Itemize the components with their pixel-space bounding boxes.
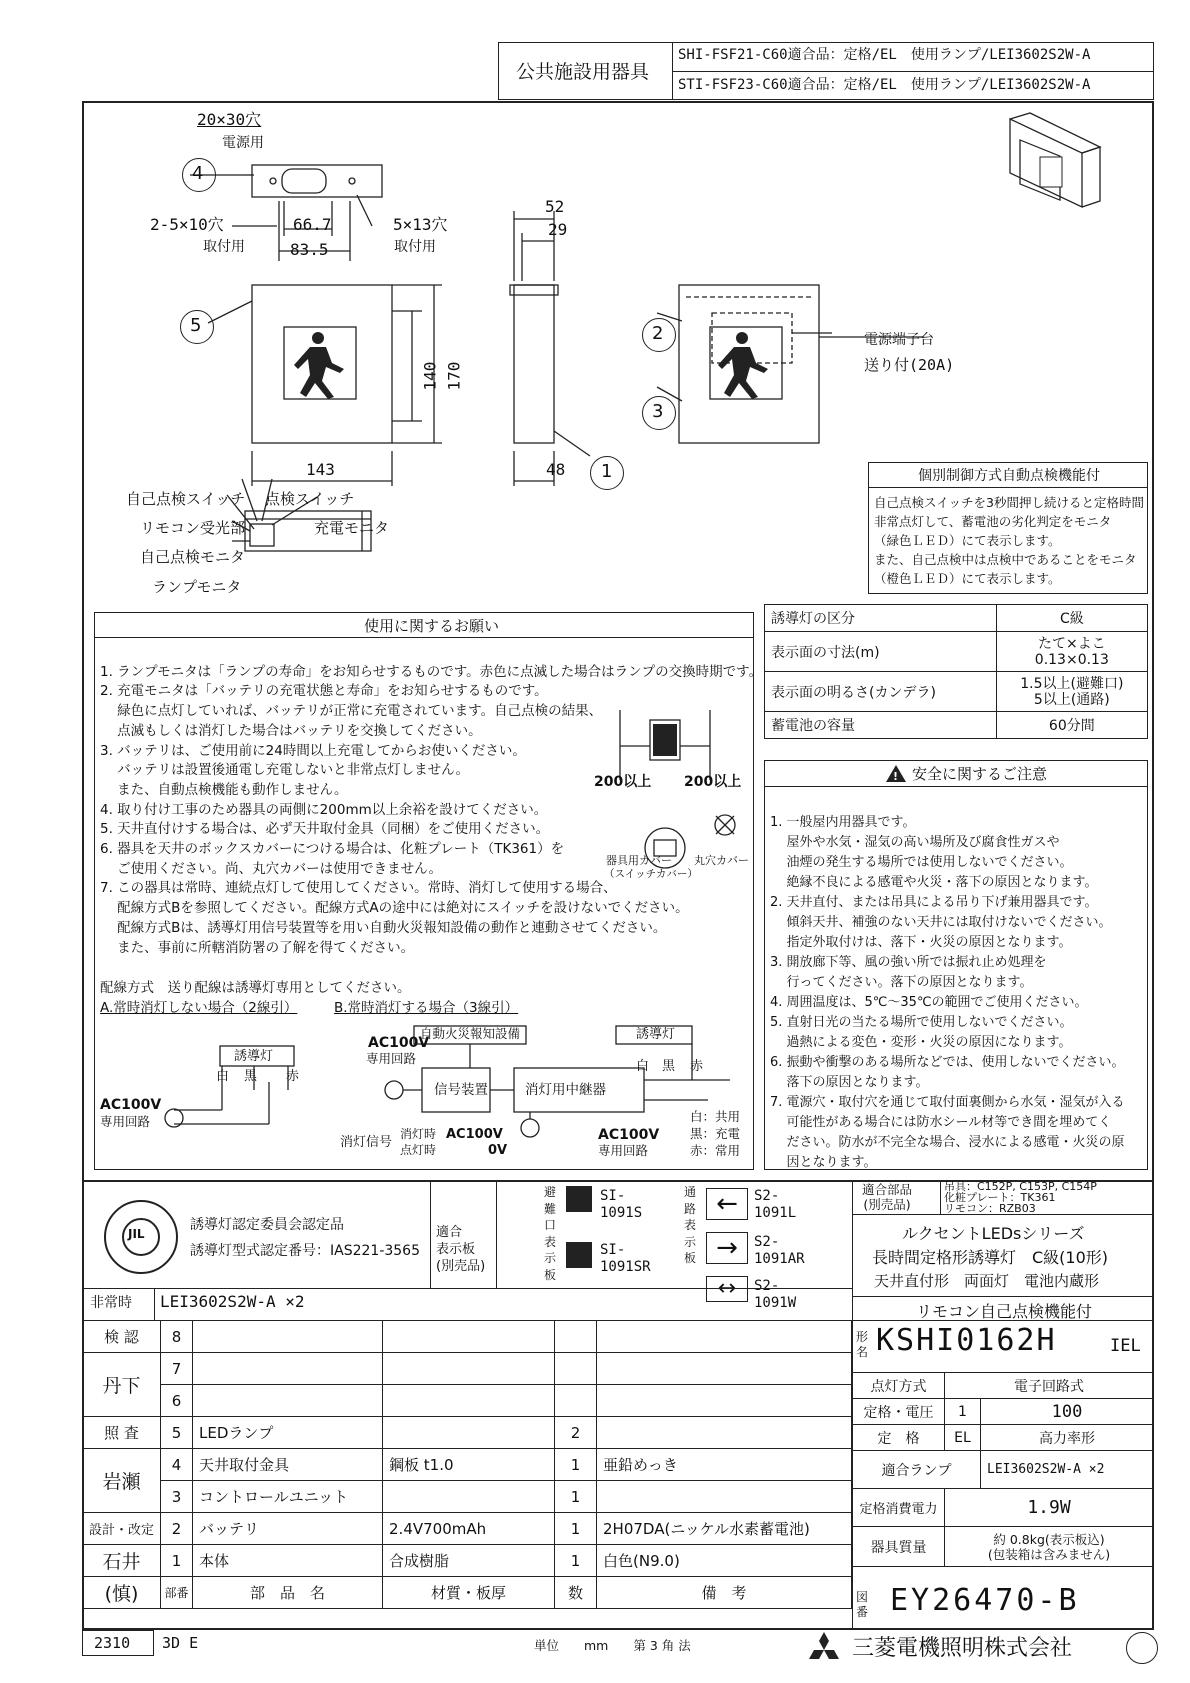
model-line-2: STI-FSF23-C60適合品：定格/EL 使用ランプ/LEI3602S2W-A	[678, 77, 1091, 93]
panel-si-1091sr: SI- 1091SR	[600, 1242, 651, 1275]
class-table: 誘導灯の区分 C級 表示面の寸法(m) たて×よこ 0.13×0.13 表示面の明るさ(カンデラ) 1.5以上(避難口) 5以上(通路) 蓄電池の容量 60分間	[764, 604, 1148, 739]
emergency-label: 非常時	[90, 1295, 132, 1311]
warning-exclaim: !	[893, 770, 899, 783]
footer-cad: 3D E	[162, 1634, 199, 1652]
table-row: 6	[83, 1385, 852, 1417]
dim-mount-2: 取付用	[394, 239, 436, 255]
arrow-left-icon: ←	[706, 1188, 748, 1220]
wiring-a-ac: AC100V	[100, 1097, 162, 1113]
table-row: 設計・改定 2 バッテリ 2.4V700mAh 1 2H07DA(ニッケル水素蓄電池)	[83, 1513, 852, 1545]
wiring-v100: AC100V	[446, 1127, 503, 1142]
label-check-switch: 点検スイッチ	[265, 490, 355, 508]
spec-table: 点灯方式 電子回路式 定格・電圧 1 100 定 格 EL 高力率形 適合ランプ LEI3602S2W-A ×2 定格消費電力 1.9W 器具質量 約 0.8kg(表示板込) (包装箱は含みません)	[852, 1372, 1154, 1567]
company-circle-icon	[1126, 1632, 1158, 1664]
label-remote-receiver: リモコン受光部	[140, 519, 246, 537]
wiring-b-ac: AC100V	[368, 1035, 430, 1051]
product-series: ルクセントLEDsシリーズ	[902, 1224, 1085, 1243]
callout-2: 2	[652, 323, 664, 344]
drawing-label: 図 番	[856, 1590, 869, 1619]
label-self-check-monitor: 自己点検モニタ	[140, 548, 246, 566]
model-number: KSHI0162H	[876, 1323, 1057, 1358]
safety-title: 安全に関するご注意	[912, 765, 1048, 783]
product-desc-1: 長時間定格形誘導灯 C級(10形)	[872, 1248, 1109, 1267]
table-row: 照 査 5 LEDランプ 2	[83, 1417, 852, 1449]
dim-hole-5x13: 5×13穴	[393, 215, 448, 234]
panel-si-1091s: SI- 1091S	[600, 1188, 643, 1221]
product-desc-2: 天井直付形 両面灯 電池内蔵形	[874, 1272, 1100, 1290]
dim-143: 143	[306, 460, 335, 479]
wiring-fire: 自動火災報知設備	[420, 1026, 521, 1041]
wiring-relay-dedicated: 専用回路	[598, 1143, 649, 1158]
usage-title: 使用に関するお願い	[364, 617, 500, 635]
model-line-1: SHI-FSF21-C60適合品：定格/EL 使用ランプ/LEI3602S2W-A	[678, 47, 1091, 63]
panel-label: 適合 表示板 (別売品)	[436, 1225, 486, 1274]
wiring-b-black: 黒	[662, 1059, 676, 1074]
exit-sign-icon-2	[566, 1242, 592, 1268]
arrow-right-icon: →	[706, 1232, 748, 1264]
callout-1: 1	[601, 461, 613, 482]
parts-lines: 吊具：C152P, C153P, C154P 化粧プレート：TK361 リモコン：RZB03	[944, 1180, 1097, 1215]
model-label: 形 名	[856, 1330, 869, 1359]
panel-s2-1091w: S2- 1091W	[754, 1278, 797, 1311]
route-col: 通 路 表 示 板	[684, 1185, 697, 1265]
terminal-label: 電源端子台	[864, 332, 934, 348]
dim-power: 電源用	[222, 135, 264, 151]
callout-5: 5	[190, 315, 202, 336]
dim-170: 170	[444, 361, 464, 391]
wiring-legend: 白：共用 黒：充電 赤：常用	[690, 1109, 741, 1158]
dim-48: 48	[546, 460, 566, 479]
cover-b-label: 丸穴カバー	[694, 854, 749, 867]
panel-s2-1091l: S2- 1091L	[754, 1188, 797, 1221]
feature-text: 自己点検スイッチを3秒間押し続けると定格時間 非常点灯して、蓄電池の劣化判定をモニタ （緑色ＬＥＤ）にて表示します。 また、自己点検中は点検中であることをモニタ （橙色ＬＥＤ）にて表示します。	[874, 495, 1144, 586]
wiring-b-lamp: 誘導灯	[636, 1027, 676, 1042]
cert-line-2: 誘導灯型式認定番号：IAS221-3565	[190, 1243, 420, 1259]
parts-title: 適合部品 (別売品)	[862, 1182, 913, 1212]
wiring-a-lamp: 誘導灯	[234, 1049, 274, 1064]
wiring-relay-ac: AC100V	[598, 1127, 660, 1143]
footer-code: 2310	[94, 1634, 131, 1652]
footer-unit: 単位 mm 第 3 角 法	[534, 1638, 691, 1653]
clearance-right: 200以上	[684, 774, 742, 790]
category-label: 公共施設用器具	[516, 61, 650, 83]
mitsubishi-logo-icon	[804, 1632, 844, 1668]
dim-66-7: 66.7	[293, 215, 332, 234]
wiring-relay: 消灯用中継器	[525, 1082, 606, 1098]
wiring-a-red: 赤	[286, 1069, 300, 1084]
evac-col: 避 難 口 表 示 板	[544, 1185, 557, 1282]
wiring-v0: 0V	[488, 1143, 508, 1158]
feature-title: 個別制御方式自動点検機能付	[918, 468, 1100, 484]
panel-s2-1091ar: S2- 1091AR	[754, 1234, 805, 1267]
safety-text: 1. 一般屋内用器具です。 屋外や水気・湿気の高い場所及び腐食性ガスや 油煙の発生する場所では使用しないでください。 絶縁不良による感電や火災・落下の原因となります。 2. 天井直付、または吊具による吊り下げ兼用器具です。 傾斜天井、補強のない天井には取付けないでください。 指定外取付けは、落下・火災の原因となります。 3. 開放廊下等、風の強い所では振れ止め処理を 行ってください。落下の原因となります。 4. 周囲温度は、5℃～35℃の範囲でご使用ください。 5. 直射日光の当たる場所で使用しないでください。 過熱による変色・変形・火災の原因になります。 6. 振動や衝撃のある場所などでは、使用しないでください。 落下の原因となります。 7. 電源穴・取付穴を通じて取付面裏側から水気・湿気が入る 可能性がある場合には防水シール材等でき間を埋めてく ださい。防水が不完全な場合、浸水による感電・火災の原 因となります。	[770, 815, 1125, 1170]
dim-29: 29	[548, 220, 568, 239]
company-name: 三菱電機照明株式会社	[852, 1636, 1073, 1661]
usage-text: 1. ランプモニタは「ランプの寿命」をお知らせするものです。赤色に点滅した場合はランプの交換時期です。 2. 充電モニタは「バッテリの充電状態と寿命」をお知らせするものです。 緑色に点灯していれば、バッテリが正常に充電されています。自己点検の結果、 点滅もしくは消灯した場合はバッテリを交換してください。 3. バッテリは、ご使用前に24時間以上充電してからお使いください。 バッテリは設置後通電し充電しないと非常点灯しません。 また、自動点検機能も動作しません。 4. 取り付け工事のため器具の両側に200mm以上余裕を設けてください。 5. 天井直付けする場合は、必ず天井取付金具（同梱）をご使用ください。 6. 器具を天井のボックスカバーにつける場合は、化粧プレート（TK361）を ご使用ください。尚、丸穴カバーは使用できません。 7. この器具は常時、連続点灯して使用してください。常時、消灯して使用する場合、 配線方式Bを参照してください。配線方式Aの途中には絶対にスイッチを設けないでください。 配線方式Bは、誘導灯用信号装置等を用い自動火災報知設備の動作と連動させてください。 また、事前に所轄消防署の了解を得てください。	[100, 663, 763, 956]
wiring-off-on: 消灯時	[400, 1127, 437, 1141]
table-row: 丹下 7	[83, 1353, 852, 1385]
dim-140: 140	[420, 361, 440, 391]
label-self-check-switch: 自己点検スイッチ	[126, 490, 246, 508]
wiring-b-white: 白	[636, 1059, 650, 1074]
label-lamp-monitor: ランプモニタ	[152, 578, 242, 596]
cover-a2-label: （スイッチカバー）	[604, 868, 698, 880]
dim-hole-20x30: 20×30穴	[197, 110, 262, 129]
table-row: 石井 1 本体 合成樹脂 1 白色(N9.0)	[83, 1545, 852, 1577]
callout-3: 3	[652, 401, 664, 422]
table-row: 3 コントロールユニット 1	[83, 1481, 852, 1513]
wiring-a-white: 白	[216, 1069, 230, 1084]
arrow-both-icon: ↔	[706, 1276, 748, 1302]
wiring-a-black: 黒	[244, 1069, 258, 1084]
drawing-number: EY26470-B	[890, 1583, 1080, 1618]
wiring-lit-on: 点灯時	[400, 1143, 437, 1157]
table-row: 岩瀬 4 天井取付金具 鋼板 t1.0 1 亜鉛めっき	[83, 1449, 852, 1481]
table-header: (慎) 部番 部 品 名 材質・板厚 数 備 考	[83, 1577, 852, 1609]
dim-52: 52	[545, 197, 565, 216]
dim-hole-2-5x10: 2-5×10穴	[150, 215, 224, 234]
jil-seal-text: JIL	[128, 1227, 145, 1241]
exit-sign-icon-1	[566, 1186, 592, 1212]
wiring-off-signal: 消灯信号	[340, 1135, 393, 1150]
wiring-a: A.常時消灯しない場合（2線引）	[100, 1000, 298, 1016]
wiring-title: 配線方式 送り配線は誘導灯専用としてください。	[100, 980, 411, 996]
wiring-signal: 信号装置	[434, 1082, 488, 1098]
cert-line-1: 誘導灯認定委員会認定品	[190, 1217, 344, 1233]
model-suffix: IEL	[1110, 1336, 1141, 1356]
feed-label: 送り付(20A)	[864, 356, 955, 374]
clearance-left: 200以上	[594, 774, 652, 790]
bom-table	[82, 1320, 852, 1609]
wiring-b-red: 赤	[690, 1059, 704, 1074]
table-row: 検 認 8	[83, 1321, 852, 1353]
dim-83-5: 83.5	[290, 240, 329, 259]
cover-a-label: 器具用カバー	[606, 854, 672, 867]
wiring-a-dedicated: 専用回路	[100, 1114, 151, 1129]
product-remote: リモコン自己点検機能付	[916, 1302, 1093, 1321]
dim-mount-1: 取付用	[203, 239, 245, 255]
label-charge-monitor: 充電モニタ	[314, 519, 390, 537]
callout-4: 4	[192, 163, 204, 184]
wiring-b-dedicated: 専用回路	[366, 1051, 417, 1066]
wiring-b: B.常時消灯する場合（3線引）	[334, 1000, 519, 1016]
emergency-value: LEI3602S2W-A ×2	[160, 1292, 305, 1311]
